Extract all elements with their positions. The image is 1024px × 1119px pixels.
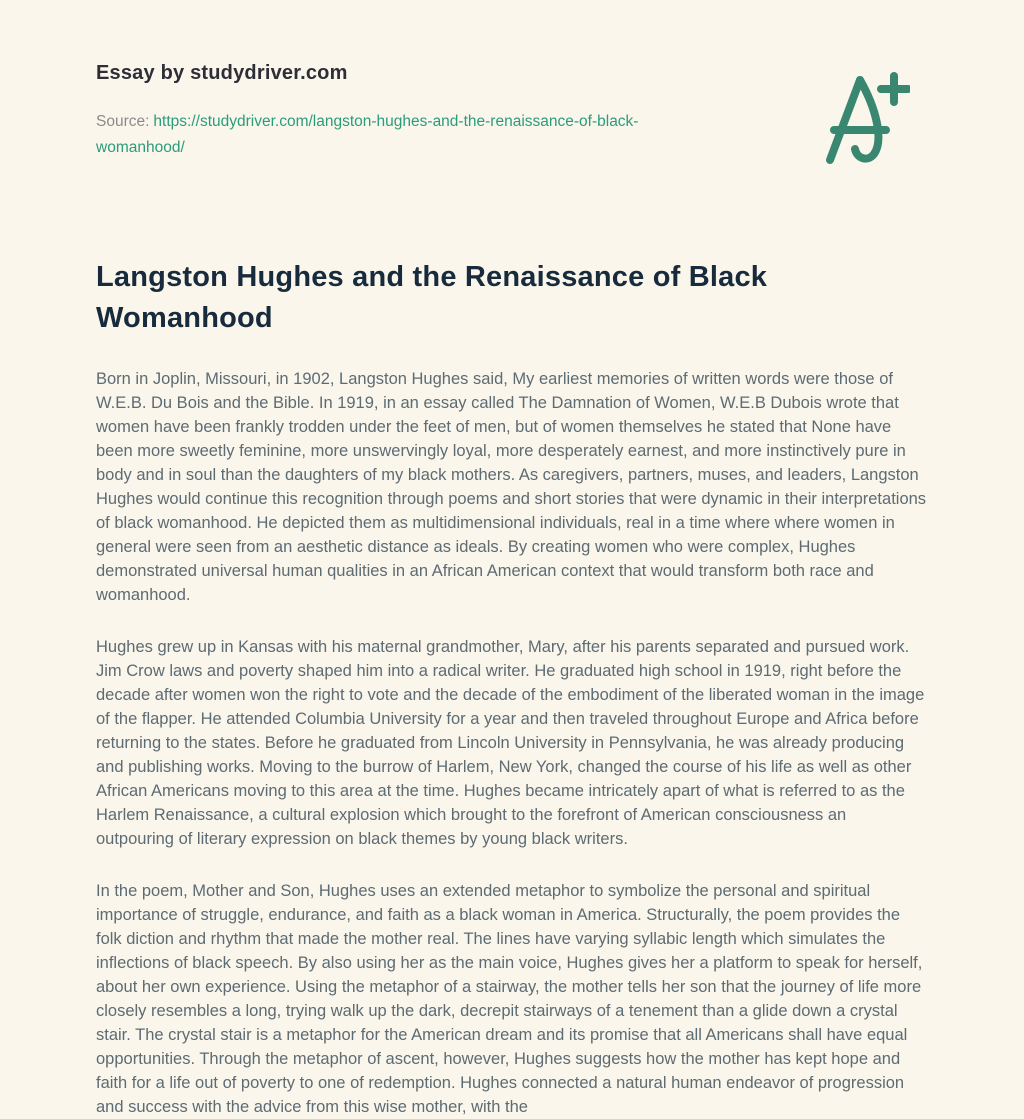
- studydriver-logo: [820, 70, 910, 165]
- a-plus-logo-icon: [820, 70, 910, 165]
- essay-paragraph-1: Born in Joplin, Missouri, in 1902, Langston Hughes said, My earliest memories of written words were those of W.E.B. Du Bois and the Bible. In 1919, in an essay called The Damnation of Women, W.E.B Dubois wrote that women have been frankly trodden under the feet of men, but of women themselves he stated that None have been more sweetly feminine, more unswervingly loyal, more desperately earnest, and more instinctively pure in body and in soul than the daughters of my black mothers. As caregivers, partners, muses, and leaders, Langston Hughes would continue this recognition through poems and short stories that were dynamic in their interpretations of black womanhood. He depicted them as multidimensional individuals, real in a time where where women in general were seen from an aesthetic distance as ideals. By creating women who were complex, Hughes demonstrated universal human qualities in an African American context that would transform both race and womanhood.: [96, 370, 927, 604]
- essay-paragraph-3: In the poem, Mother and Son, Hughes uses an extended metaphor to symbolize the personal and spiritual importance of struggle, endurance, and faith as a black woman in America. Structurally, the poem provides the folk diction and rhythm that made the mother real. The lines have varying syllabic length which simulates the inflections of black speech. By also using her as the main voice, Hughes gives her a platform to speak for herself, about her own experience. Using the metaphor of a stairway, the mother tells her son that the journey of life more closely resembles a long, trying walk up the dark, decrepit stairways of a tenement than a glide down a crystal stair. The crystal stair is a metaphor for the American dream and its promise that all Americans shall have equal opportunities. Through the metaphor of ascent, however, Hughes suggests how the mother has kept hope and faith for a life out of poverty to one of redemption. Hughes connected a natural human endeavor of progression and success with the advice from this wise mother, with the: [96, 882, 923, 1116]
- essay-byline: Essay by studydriver.com: [96, 62, 348, 84]
- essay-body: [96, 367, 928, 1119]
- essay-title: Langston Hughes and the Renaissance of Black Womanhood: [96, 261, 768, 334]
- source-line: [96, 109, 696, 161]
- source-link[interactable]: https://studydriver.com/langston-hughes-and-the-renaissance-of-black-womanhood/: [96, 113, 639, 156]
- essay-paragraph-2: Hughes grew up in Kansas with his maternal grandmother, Mary, after his parents separated and pursued work. Jim Crow laws and poverty shaped him into a radical writer. He graduated high school in 1919, right before the decade after women won the right to vote and the decade of the embodiment of the liberated woman in the image of the flapper. He attended Columbia University for a year and then traveled throughout Europe and Africa before returning to the states. Before he graduated from Lincoln University in Pennsylvania, he was already producing and publishing works. Moving to the burrow of Harlem, New York, changed the course of his life as well as other African Americans moving to this area at the time. Hughes became intricately apart of what is referred to as the Harlem Renaissance, a cultural explosion which brought to the forefront of American consciousness an outpouring of literary expression on black themes by young black writers.: [96, 638, 925, 848]
- source-label: Source:: [96, 113, 150, 130]
